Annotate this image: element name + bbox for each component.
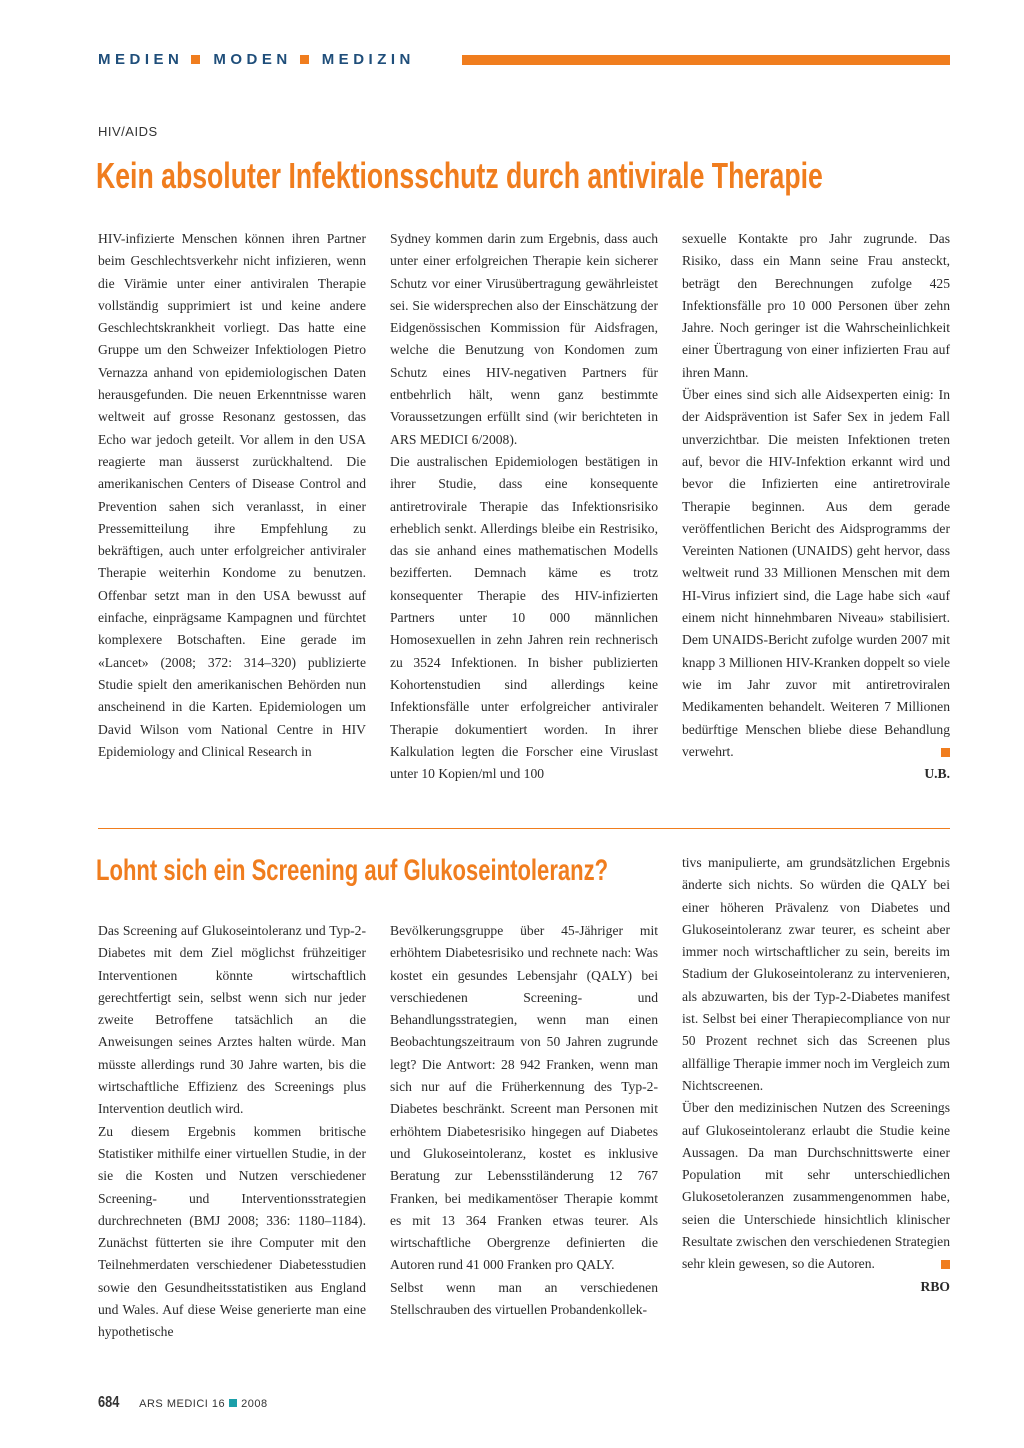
article-kicker: HIV/AIDS	[98, 124, 158, 139]
footer-square-icon	[229, 1399, 237, 1407]
author-signature: RBO	[920, 1278, 950, 1294]
article1-column-1	[98, 228, 366, 763]
paragraph-text: Über eines sind sich alle Aidsexperten einig: In der Aidsprävention ist Safer Sex in jedem Fall unverzichtbar. Die meisten Infektionen treten auf, bevor die HIV-Infektion erkannt wird und bevor die Infizierten eine antiretrovirale Therapie beginnen. Aus dem gerade veröffentlichen Bericht des Aidsprogramms der Vereinten Nationen (UNAIDS) geht hervor, dass weltweit rund 33 Millionen Menschen mit dem HI-Virus infiziert sind, die Lage habe sich «auf einem nicht hinnehmbaren Niveau» stabilisiert. Dem UNAIDS-Bericht zufolge wurden 2007 mit knapp 3 Millionen HIV-Kranken doppelt so viele wie im Jahr zuvor mit antiretroviralen Medikamenten behandelt. Weiteren 7 Millionen bedürftige Menschen bliebe diese Behandlung verwehrt.	[682, 387, 950, 759]
separator-square-icon	[191, 55, 200, 64]
journal-name: ARS MEDICI 16	[139, 1398, 226, 1410]
paragraph: Das Screening auf Glukoseintoleranz und Typ-2-Diabetes mit dem Ziel möglichst frühzeitiger Interventionen könnte wirtschaftlich gerechtfertigt sein, selbst wenn sich nur jeder zweite Betroffene tatsächlich an die Anweisungen seines Arztes halten würde. Man müsste allerdings rund 30 Jahre warten, bis die wirtschaftliche Effizienz des Screenings plus Intervention deutlich wird.	[98, 923, 366, 1117]
paragraph: HIV-infizierte Menschen können ihren Partner beim Geschlechtsverkehr nicht infizieren, wenn die Virämie unter einer antiviralen Therapie vollständig supprimiert ist und keine andere Geschlechtskrankheit vorliegt. Das hatte eine Gruppe um den Schweizer Infektiologen Pietro Vernazza anhand von epidemiologischen Daten herausgefunden. Die neuen Erkenntnisse waren weltweit auf grosse Resonanz gestossen, das Echo war jedoch geteilt. Vor allem in den USA reagierte man äusserst zurückhaltend. Die amerikanischen Centers of Disease Control and Prevention sahen sich veranlasst, in einer Pressemitteilung ihre Empfehlung zu bekräftigen, auch unter erfolgreicher antiviraler Therapie weiterhin Kondome zu benutzen. Offenbar setzt man in den USA bewusst auf einfache, einprägsame Kampagnen und fürchtet komplexere Botschaften. Eine gerade im «Lancet» (2008; 372: 314–320) publizierte Studie spielt den amerikanischen Behörden nun anscheinend in die Karten. Epidemiologen um David Wilson vom National Centre in HIV Epidemiology and Clinical Research in	[98, 231, 366, 759]
paragraph	[682, 384, 950, 763]
paragraph: Zu diesem Ergebnis kommen britische Statistiker mithilfe einer virtuellen Studie, in der sie die Kosten und Nutzen verschiedener Screening- und Interventionsstrategien durchrechneten (BMJ 2008; 336: 1180–1184). Zunächst fütterten sie ihre Computer mit den Teilnehmerdaten verschiedener Diabetesstudien sowie den Gesundheitsstatistiken aus England und Wales. Auf diese Weise generierte man eine hypothetische	[98, 1123, 366, 1340]
author-signature: U.B.	[924, 766, 950, 782]
article2-title: Lohnt sich ein Screening auf Glukoseintoleranz?	[96, 854, 609, 887]
page-footer	[98, 1394, 268, 1412]
article1-column-3	[682, 228, 950, 785]
page-number: 684	[98, 1394, 120, 1411]
header-item-moden: MODEN	[213, 51, 292, 68]
article1-title: Kein absoluter Infektionsschutz durch antivirale Therapie	[96, 155, 823, 196]
section-header	[98, 50, 950, 70]
paragraph-text: Über den medizinischen Nutzen des Screenings auf Glukoseintoleranz erlaubt die Studie keine Aussagen. Da man Durchschnittswerte einer Population mit sehr unterschiedlichen Glukosetoleranzen zusammengenommen habe, seien die Unterschiede hinsichtlich klinischer Resultate zwischen den verschiedenen Strategien sehr klein gewesen, so die Autoren.	[682, 1100, 950, 1272]
paragraph: tivs manipulierte, am grundsätzlichen Ergebnis änderte sich nichts. So würden die QALY bei einer höheren Prävalenz von Diabetes und Glukoseintoleranz zwar teurer, es scheint aber immer noch wirtschaftlicher zu sein, bereits im Stadium der Glukoseintoleranz zu intervenieren, als abzuwarten, bis der Typ-2-Diabetes manifest ist. Selbst bei einer Therapiecompliance von nur 50 Prozent rechnet sich das Screenen plus allfällige Therapie immer noch im Vergleich zum Nichtscreenen.	[682, 855, 951, 1093]
section-header-text	[98, 50, 415, 70]
article2-column-1	[98, 920, 366, 1344]
article2-column-2	[390, 920, 658, 1321]
article-divider	[98, 828, 950, 829]
paragraph	[682, 1097, 950, 1275]
paragraph: sexuelle Kontakte pro Jahr zugrunde. Das Risiko, dass ein Mann seine Frau ansteckt, beträgt den Berechnungen zufolge 425 Infektionsfälle pro 10 000 Personen über zehn Jahre. Noch geringer ist die Wahrscheinlichkeit einer Übertragung von einer infizierten Frau auf ihren Mann.	[682, 231, 950, 380]
article2-column-3	[682, 852, 950, 1298]
header-item-medien: MEDIEN	[98, 51, 184, 68]
paragraph: Die australischen Epidemiologen bestätigen in ihrer Studie, dass eine konsequente antiretrovirale Therapie das Infektionsrisiko erheblich senkt. Allerdings bleibe ein Restrisiko, das sie anhand eines mathematischen Modells bezifferten. Demnach käme es trotz konsequenter Therapie des HIV-infizierten Partners unter 10 000 männlichen Homosexuellen in zehn Jahren rein rechnerisch zu 3524 Infektionen. In bisher publizierten Kohortenstudien sind allerdings keine Infektionsfälle unter erfolgreicher antiviraler Therapie dokumentiert worden. In ihrer Kalkulation legten die Forscher eine Viruslast unter 10 Kopien/ml und 100	[390, 453, 658, 782]
article1-column-2	[390, 228, 658, 785]
paragraph: Selbst wenn man an verschiedenen Stellschrauben des virtuellen Probandenkollek-	[390, 1279, 658, 1318]
paragraph: Bevölkerungsgruppe über 45-Jähriger mit erhöhtem Diabetesrisiko und rechnete nach: Was kostet ein gesundes Lebensjahr (QALY) bei verschiedenen Screening- und Behandlungsstrategien, wenn man einen Beobachtungszeitraum von 50 Jahren zugrunde legt? Die Antwort: 28 942 Franken, wenn man sich nur auf die Früherkennung des Typ-2-Diabetes beschränkt. Screent man Personen mit erhöhtem Diabetesrisiko hingegen auf Diabetes und Glukoseintoleranz, kostet es inklusive Beratung zur Lebensstiländerung 12 767 Franken, bei medikamentöser Therapie kommt es mit 13 364 Franken etwas teurer. Als wirtschaftliche Obergrenze definierten die Autoren rund 41 000 Franken pro QALY.	[390, 923, 658, 1273]
header-accent-bar	[462, 55, 950, 65]
end-square-icon	[941, 1260, 950, 1269]
end-square-icon	[941, 748, 950, 757]
separator-square-icon	[300, 55, 309, 64]
header-item-medizin: MEDIZIN	[321, 51, 415, 68]
journal-year: 2008	[241, 1398, 268, 1410]
paragraph: Sydney kommen darin zum Ergebnis, dass auch unter einer erfolgreichen Therapie kein sicherer Schutz vor einer Virusübertragung gewährleistet sei. Sie widersprechen also der Einschätzung der Eidgenössischen Kommission für Aidsfragen, welche die Benutzung von Kondomen zum Schutz eines HIV-negativen Partners für entbehrlich hält, wenn ganz bestimmte Voraussetzungen erfüllt sind (wir berichteten in ARS MEDICI 6/2008).	[390, 231, 658, 447]
